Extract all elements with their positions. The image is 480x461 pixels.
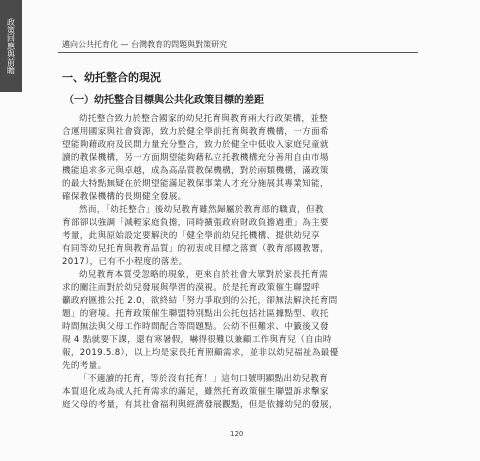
text-line: 育部卻以強調「減輕家庭負擔，同時擴張政府財政負擔過重」為主要	[62, 218, 329, 228]
text-line: 的最大特點無疑在於期望能滿足教保事業人才充分施展其專業知能，	[62, 179, 329, 189]
paragraph	[62, 269, 422, 373]
page-number: 120	[230, 430, 244, 438]
section-heading: 一、幼托整合的現況	[62, 71, 161, 84]
body-text	[62, 113, 422, 412]
subsection-heading: （一）幼托整合目標與公共化政策目標的差距	[64, 95, 264, 106]
text-line: 報，2019.5.8），以上均是家長托育照顧需求，並非以幼兒福祉為最優	[62, 348, 339, 358]
text-line: 機能追求多元與卓越，成為高品質教保機構，對於兩類機構，滿政策	[62, 166, 329, 176]
text-line: 「不適讀的托育，等於沒有托育！」這句口號明顯點出幼兒教育	[79, 374, 329, 384]
text-line: 然而，「幼托整合」後幼兒教育雖然歸屬於教育部的職責，但教	[79, 205, 324, 215]
chapter-side-tab: 政策回應與前瞻	[0, 0, 22, 92]
text-line: 2017），已有不小程度的落差。	[62, 257, 188, 267]
text-line: 題」的窘境。托育政策催生聯盟特別點出公托包括社區據點型、收托	[62, 309, 329, 319]
paragraph	[62, 204, 422, 269]
running-header: 邁向公共托育化 — 台灣教育的問題與對策研究	[62, 40, 228, 49]
text-line: 合運用國家與社會資源，致力於健全學前托育與教育機構，一方面希	[62, 127, 329, 137]
text-line: 確保教保機構的長期健全發展。	[62, 192, 187, 202]
text-line: 幼兒教育本質受忽略的現象，更來自於社會大眾對於家長托育需	[79, 270, 329, 280]
header-divider	[58, 52, 418, 53]
text-line: 先的考量。	[62, 361, 107, 371]
text-line: 本質退化成為成人托育需求的滿足，雖然托育政策催生聯盟訴求擊家	[62, 387, 329, 397]
text-line: 籲政府匯推公托 2.0，欲終結「努力爭取到的公托，卻無法解決托育問	[62, 296, 338, 306]
text-line: 考量，此與原始設定要解決的「健全學前幼兒托機構、提供幼兒享	[62, 231, 320, 241]
text-line: 讀的教保機構，另一方面期望能夠藉私立托教機構充分善用自由市場	[62, 153, 329, 163]
text-line: 庭父母的考量，有其社會福利與經濟發展觀點，但是依據幼兒的發展，	[62, 400, 338, 410]
text-line: 望能夠藉政府及民間力量充分整合，致力於健全中低收入家庭兒童就	[62, 140, 329, 150]
paragraph	[62, 373, 422, 412]
paragraph	[62, 113, 422, 204]
text-line: 時間無法與父母工作時間配合等問題點。公幼不但難求、中籤後又發	[62, 322, 329, 332]
text-line: 有同等幼兒托育與教育品質」的初衷或目標之落實（教育部國教署，	[62, 244, 329, 254]
text-line: 現 4 點就要下課，還有寒暑假，嚇得很難以兼顧工作與育兒（自由時	[62, 335, 332, 345]
text-line: 幼托整合致力於整合國家的幼兒托育與教育兩大行政架構，並整	[79, 114, 329, 124]
text-line: 求的關注而對於幼兒發展與學習的漠視。於是托育政策催生聯盟呼	[62, 283, 320, 293]
